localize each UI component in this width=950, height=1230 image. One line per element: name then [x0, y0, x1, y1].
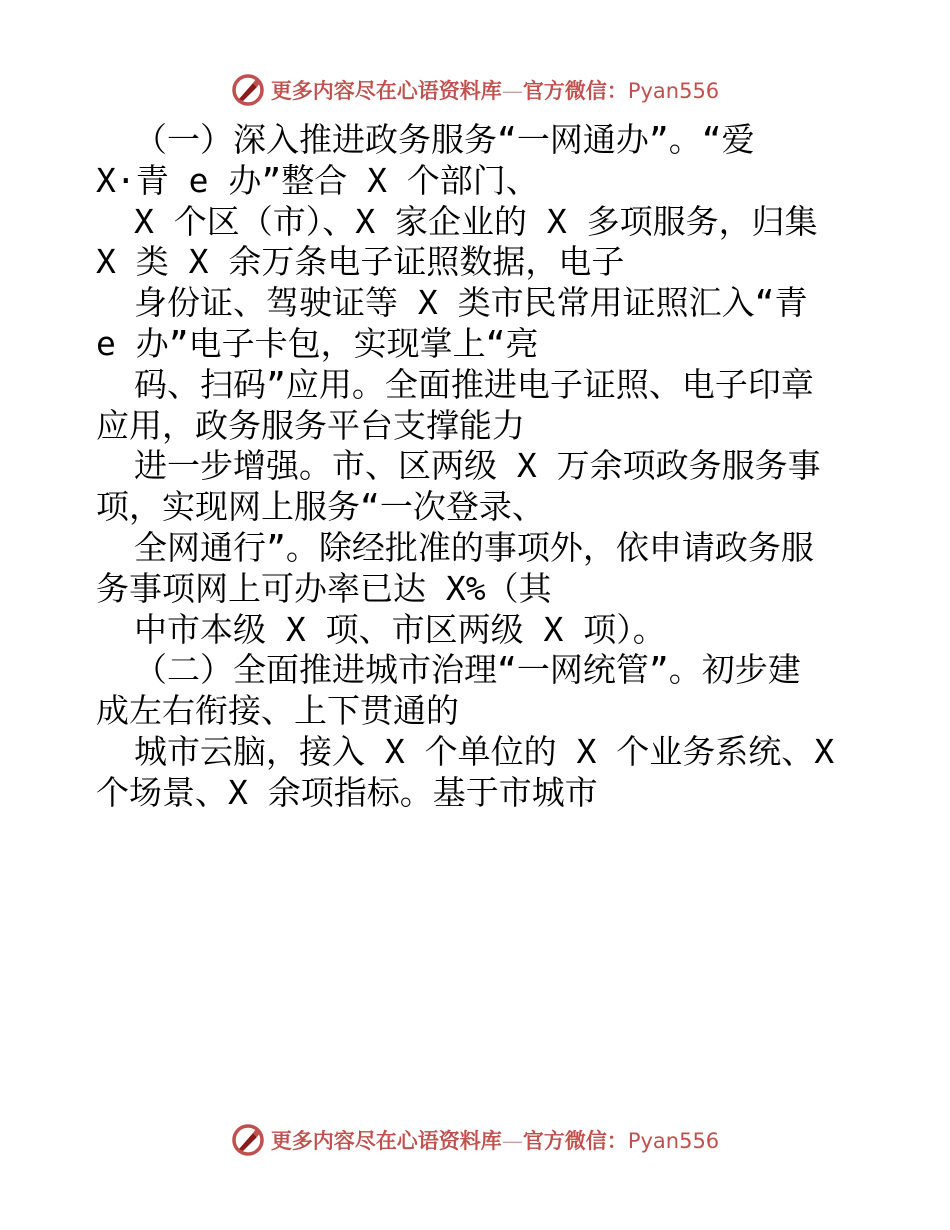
text-line: 进一步增强。市、区两级 X 万余项政务服务事: [134, 446, 821, 486]
text-line: X 个区（市）、X 家企业的 X 多项服务，归集: [134, 201, 818, 241]
document-body: [96, 120, 866, 814]
text-line: 中市本级 X 项、市区两级 X 项）。: [134, 609, 666, 649]
text-line: 身份证、驾驶证等 X 类市民常用证照汇入“青: [134, 283, 808, 323]
text-line: 全网通行”。除经批准的事项外，依申请政务服: [134, 527, 814, 567]
text-line: 项，实现网上服务“一次登录、: [96, 487, 545, 527]
watermark-text: 更多内容尽在心语资料库—官方微信：Pyan556: [270, 78, 720, 103]
text-line: 应用，政务服务平台支撑能力: [96, 405, 525, 445]
text-line: 务事项网上可办率已达 X%（其: [96, 568, 552, 608]
text-line: （二）全面推进城市治理“一网统管”。初步建: [134, 650, 801, 690]
logo-icon: [231, 73, 265, 107]
watermark-footer: [0, 1120, 950, 1160]
text-line: e 办”电子卡包，实现掌上“亮: [96, 323, 539, 363]
watermark-header: [0, 70, 950, 110]
text-line: X 类 X 余万条电子证照数据，电子: [96, 242, 625, 282]
text-line: 码、扫码”应用。全面推进电子证照、电子印章: [134, 364, 814, 404]
text-line: X·青 e 办”整合 X 个部门、: [96, 160, 539, 200]
text-line: 成左右衔接、上下贯通的: [96, 691, 459, 731]
text-line: 城市云脑，接入 X 个单位的 X 个业务系统、X: [134, 731, 835, 771]
text-line: （一）深入推进政务服务“一网通办”。“爱: [134, 120, 755, 159]
text-line: 个场景、X 余项指标。基于市城市: [96, 772, 598, 812]
logo-icon: [231, 1123, 265, 1157]
watermark-text: 更多内容尽在心语资料库—官方微信：Pyan556: [270, 1128, 720, 1153]
